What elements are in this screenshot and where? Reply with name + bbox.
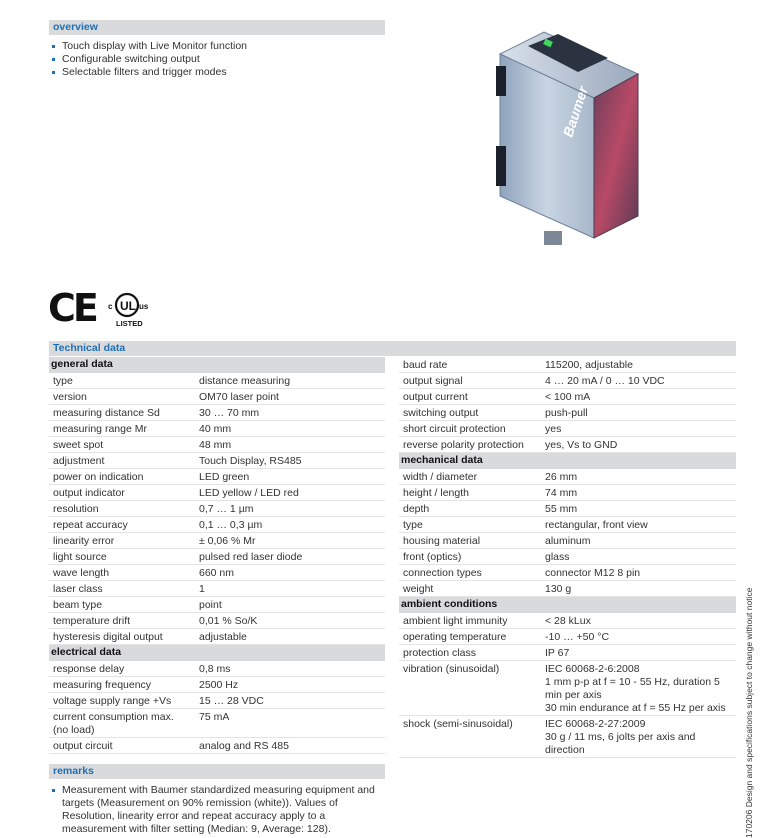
spec-label: linearity error bbox=[53, 535, 115, 547]
table-row bbox=[49, 533, 385, 549]
spec-label: type bbox=[53, 375, 73, 387]
spec-value: IEC 60068-2-6:2008 1 mm p-p at f = 10 - 55 Hz, duration 5 min per axis 30 min endurance at f = 55 Hz per axis bbox=[545, 663, 726, 714]
spec-label: current consumption max. (no load) bbox=[53, 711, 174, 736]
spec-label: power on indication bbox=[53, 471, 144, 483]
ul-listed-logo bbox=[108, 289, 158, 329]
table-row bbox=[399, 645, 736, 661]
spec-label: hysteresis digital output bbox=[53, 631, 163, 643]
brand-label: Baumer bbox=[559, 84, 591, 139]
spec-value: point bbox=[199, 599, 222, 611]
spec-label: connection types bbox=[403, 567, 482, 579]
spec-label: output indicator bbox=[53, 487, 125, 499]
table-row bbox=[49, 565, 385, 581]
table-row bbox=[399, 517, 736, 533]
table-row bbox=[49, 405, 385, 421]
spec-value: 74 mm bbox=[545, 487, 578, 499]
spec-value: analog and RS 485 bbox=[199, 740, 289, 752]
spec-value: 30 … 70 mm bbox=[199, 407, 260, 419]
spec-value: 55 mm bbox=[545, 503, 578, 515]
spec-label: protection class bbox=[403, 647, 476, 659]
spec-label: short circuit protection bbox=[403, 423, 506, 435]
revision-note: 170206 Design and specifications subject to change without notice bbox=[744, 587, 754, 838]
table-row bbox=[399, 469, 736, 485]
spec-value: distance measuring bbox=[199, 375, 291, 387]
table-row bbox=[49, 469, 385, 485]
spec-value: -10 … +50 °C bbox=[545, 631, 610, 643]
table-row bbox=[399, 485, 736, 501]
spec-label: reverse polarity protection bbox=[403, 439, 524, 451]
table-row bbox=[49, 373, 385, 389]
spec-label: response delay bbox=[53, 663, 125, 675]
spec-label: measuring distance Sd bbox=[53, 407, 160, 419]
spec-value: LED green bbox=[199, 471, 250, 483]
table-row bbox=[49, 437, 385, 453]
table-row bbox=[49, 738, 385, 754]
table-row bbox=[399, 501, 736, 517]
table-row bbox=[399, 549, 736, 565]
table-row bbox=[49, 597, 385, 613]
spec-label: front (optics) bbox=[403, 551, 462, 563]
ul-listed-text: LISTED bbox=[116, 319, 143, 328]
remarks-list bbox=[50, 784, 380, 836]
spec-value: < 28 kLux bbox=[545, 615, 591, 627]
table-row bbox=[399, 373, 736, 389]
mechanical-data-header: mechanical data bbox=[399, 453, 736, 469]
table-row bbox=[399, 389, 736, 405]
ambient-conditions-header: ambient conditions bbox=[399, 597, 736, 613]
table-row bbox=[399, 565, 736, 581]
table-row bbox=[399, 405, 736, 421]
spec-label: height / length bbox=[403, 487, 469, 499]
spec-label: wave length bbox=[53, 567, 110, 579]
spec-label: ambient light immunity bbox=[403, 615, 508, 627]
list-item: Selectable filters and trigger modes bbox=[50, 66, 247, 79]
product-image bbox=[488, 26, 648, 246]
spec-value: 0,8 ms bbox=[199, 663, 231, 675]
spec-value: 4 … 20 mA / 0 … 10 VDC bbox=[545, 375, 665, 387]
spec-value: 15 … 28 VDC bbox=[199, 695, 264, 707]
spec-label: type bbox=[403, 519, 423, 531]
overview-list bbox=[50, 40, 247, 79]
spec-label: voltage supply range +Vs bbox=[53, 695, 172, 707]
spec-label: vibration (sinusoidal) bbox=[403, 663, 500, 675]
table-row bbox=[49, 629, 385, 645]
spec-value: < 100 mA bbox=[545, 391, 591, 403]
table-row bbox=[399, 581, 736, 597]
spec-value: 1 bbox=[199, 583, 205, 595]
overview-header: overview bbox=[49, 20, 385, 35]
table-row bbox=[399, 716, 736, 758]
right-spec-table bbox=[399, 357, 736, 758]
spec-label: output signal bbox=[403, 375, 463, 387]
table-row bbox=[399, 613, 736, 629]
spec-value: 48 mm bbox=[199, 439, 232, 451]
electrical-data-header: electrical data bbox=[49, 645, 385, 661]
table-row bbox=[49, 709, 385, 738]
spec-value: yes, Vs to GND bbox=[545, 439, 618, 451]
remarks-header: remarks bbox=[49, 764, 385, 779]
spec-label: sweet spot bbox=[53, 439, 104, 451]
spec-value: IEC 60068-2-27:2009 30 g / 11 ms, 6 jolts per axis and direction bbox=[545, 718, 696, 756]
spec-label: switching output bbox=[403, 407, 479, 419]
spec-value: 26 mm bbox=[545, 471, 578, 483]
spec-value: 115200, adjustable bbox=[545, 359, 633, 371]
table-row bbox=[49, 581, 385, 597]
table-row bbox=[49, 485, 385, 501]
spec-label: measuring range Mr bbox=[53, 423, 147, 435]
spec-label: resolution bbox=[53, 503, 99, 515]
table-row bbox=[399, 629, 736, 645]
table-row bbox=[49, 549, 385, 565]
spec-value: 2500 Hz bbox=[199, 679, 239, 691]
spec-label: repeat accuracy bbox=[53, 519, 128, 531]
spec-value: LED yellow / LED red bbox=[199, 487, 299, 499]
spec-value: 660 nm bbox=[199, 567, 235, 579]
spec-value: 75 mA bbox=[199, 711, 230, 723]
spec-value: ± 0,06 % Mr bbox=[199, 535, 256, 547]
spec-label: version bbox=[53, 391, 87, 403]
spec-value: OM70 laser point bbox=[199, 391, 279, 403]
spec-value: 0,1 … 0,3 µm bbox=[199, 519, 263, 531]
spec-value: 40 mm bbox=[199, 423, 232, 435]
spec-label: weight bbox=[403, 583, 434, 595]
ce-mark-logo: CE bbox=[48, 286, 96, 330]
spec-label: laser class bbox=[53, 583, 103, 595]
spec-value: 130 g bbox=[545, 583, 572, 595]
ul-mark-text: UL bbox=[120, 299, 136, 313]
spec-label: housing material bbox=[403, 535, 481, 547]
spec-label: adjustment bbox=[53, 455, 105, 467]
spec-value: yes bbox=[545, 423, 562, 435]
table-row bbox=[49, 613, 385, 629]
ul-us-text: us bbox=[139, 302, 149, 311]
table-row bbox=[49, 501, 385, 517]
table-row bbox=[49, 453, 385, 469]
technical-data-header: Technical data bbox=[49, 341, 736, 356]
table-row bbox=[399, 533, 736, 549]
spec-label: shock (semi-sinusoidal) bbox=[403, 718, 513, 730]
spec-label: depth bbox=[403, 503, 430, 515]
general-data-header: general data bbox=[49, 357, 385, 373]
spec-value: glass bbox=[545, 551, 570, 563]
spec-value: IP 67 bbox=[545, 647, 570, 659]
spec-value: 0,01 % So/K bbox=[199, 615, 258, 627]
spec-label: width / diameter bbox=[403, 471, 478, 483]
spec-label: beam type bbox=[53, 599, 103, 611]
table-row bbox=[49, 389, 385, 405]
spec-label: operating temperature bbox=[403, 631, 507, 643]
spec-value: aluminum bbox=[545, 535, 591, 547]
table-row bbox=[399, 421, 736, 437]
table-row bbox=[399, 357, 736, 373]
spec-value: adjustable bbox=[199, 631, 247, 643]
spec-label: baud rate bbox=[403, 359, 448, 371]
spec-label: output current bbox=[403, 391, 468, 403]
list-item: Measurement with Baumer standardized measuring equipment and targets (Measurement on 90% remission (white)). Values of Resolution, linearity error and repeat accuracy apply to a measurement with filter setting (Median: 9, Average: 128). bbox=[50, 784, 380, 836]
table-row bbox=[399, 661, 736, 716]
table-row bbox=[399, 437, 736, 453]
spec-value: 0,7 … 1 µm bbox=[199, 503, 254, 515]
spec-label: temperature drift bbox=[53, 615, 131, 627]
table-row bbox=[49, 421, 385, 437]
spec-value: rectangular, front view bbox=[545, 519, 648, 531]
table-row bbox=[49, 517, 385, 533]
table-row bbox=[49, 693, 385, 709]
left-spec-table bbox=[49, 357, 385, 754]
spec-label: measuring frequency bbox=[53, 679, 152, 691]
spec-value: push-pull bbox=[545, 407, 588, 419]
spec-value: Touch Display, RS485 bbox=[199, 455, 302, 467]
list-item: Configurable switching output bbox=[50, 53, 247, 66]
list-item: Touch display with Live Monitor function bbox=[50, 40, 247, 53]
table-row bbox=[49, 661, 385, 677]
ul-c-text: c bbox=[108, 302, 113, 311]
table-row bbox=[49, 677, 385, 693]
spec-value: connector M12 8 pin bbox=[545, 567, 641, 579]
spec-label: light source bbox=[53, 551, 107, 563]
spec-value: pulsed red laser diode bbox=[199, 551, 303, 563]
spec-label: output circuit bbox=[53, 740, 113, 752]
